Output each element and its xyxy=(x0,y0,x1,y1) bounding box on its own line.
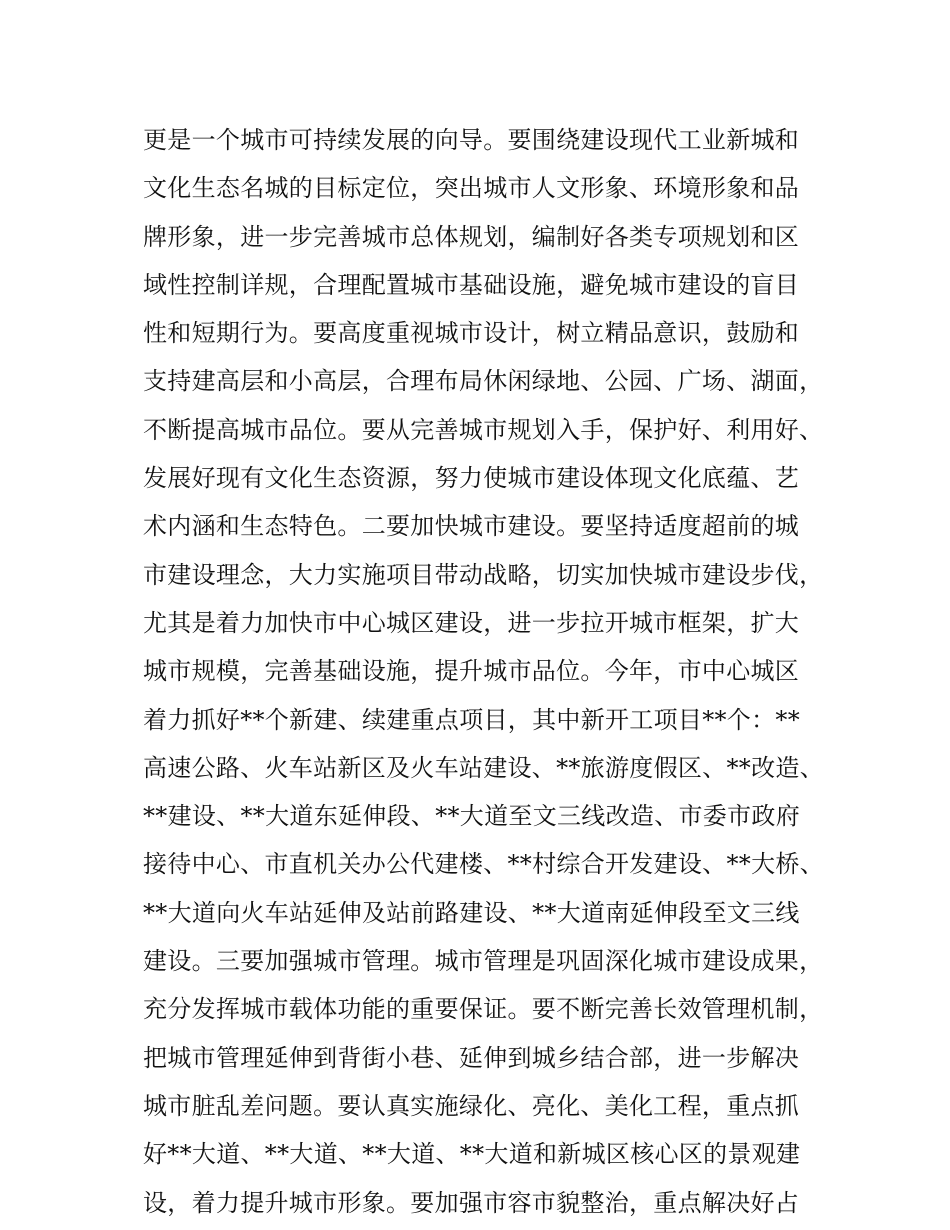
text-line: 术内涵和生态特色。二要加快城市建设。要坚持适度超前的城 xyxy=(143,512,800,541)
text-line: 充分发挥城市载体功能的重要保证。要不断完善长效管理机制， xyxy=(143,995,824,1024)
text-line: 接待中心、市直机关办公代建楼、**村综合开发建设、**大桥、 xyxy=(143,850,824,879)
text-line: 性和短期行为。要高度重视城市设计，树立精品意识，鼓励和 xyxy=(143,319,800,348)
text-line: 支持建高层和小高层，合理布局休闲绿地、公园、广场、湖面， xyxy=(143,367,824,396)
text-line: 域性控制详规，合理配置城市基础设施，避免城市建设的盲目 xyxy=(143,270,800,299)
text-line: 把城市管理延伸到背街小巷、延伸到城乡结合部，进一步解决 xyxy=(143,1043,800,1072)
text-line: 好**大道、**大道、**大道、**大道和新城区核心区的景观建 xyxy=(143,1140,801,1169)
text-line: 城市脏乱差问题。要认真实施绿化、亮化、美化工程，重点抓 xyxy=(143,1091,800,1120)
text-line: 不断提高城市品位。要从完善城市规划入手，保护好、利用好、 xyxy=(143,415,824,444)
text-line: 牌形象，进一步完善城市总体规划，编制好各类专项规划和区 xyxy=(143,222,800,251)
text-line: 高速公路、火车站新区及火车站建设、**旅游度假区、**改造、 xyxy=(143,753,824,782)
text-line: 设，着力提升城市形象。要加强市容市貌整治，重点解决好占 xyxy=(143,1188,800,1217)
text-line: 市建设理念，大力实施项目带动战略，切实加快城市建设步伐， xyxy=(143,560,824,589)
text-line: 发展好现有文化生态资源，努力使城市建设体现文化底蕴、艺 xyxy=(143,464,800,493)
text-line: 建设。三要加强城市管理。城市管理是巩固深化城市建设成果， xyxy=(143,947,824,976)
text-line: 着力抓好**个新建、续建重点项目，其中新开工项目**个：** xyxy=(143,705,800,734)
text-line: 尤其是着力加快市中心城区建设，进一步拉开城市框架，扩大 xyxy=(143,608,800,637)
body-text xyxy=(143,116,833,1227)
text-line: 更是一个城市可持续发展的向导。要围绕建设现代工业新城和 xyxy=(143,126,800,154)
text-line: 文化生态名城的目标定位，突出城市人文形象、环境形象和品 xyxy=(143,174,800,203)
text-line: **大道向火车站延伸及站前路建设、**大道南延伸段至文三线 xyxy=(143,898,800,927)
text-line: **建设、**大道东延伸段、**大道至文三线改造、市委市政府 xyxy=(143,802,800,831)
text-line: 城市规模，完善基础设施，提升城市品位。今年，市中心城区 xyxy=(143,657,800,686)
